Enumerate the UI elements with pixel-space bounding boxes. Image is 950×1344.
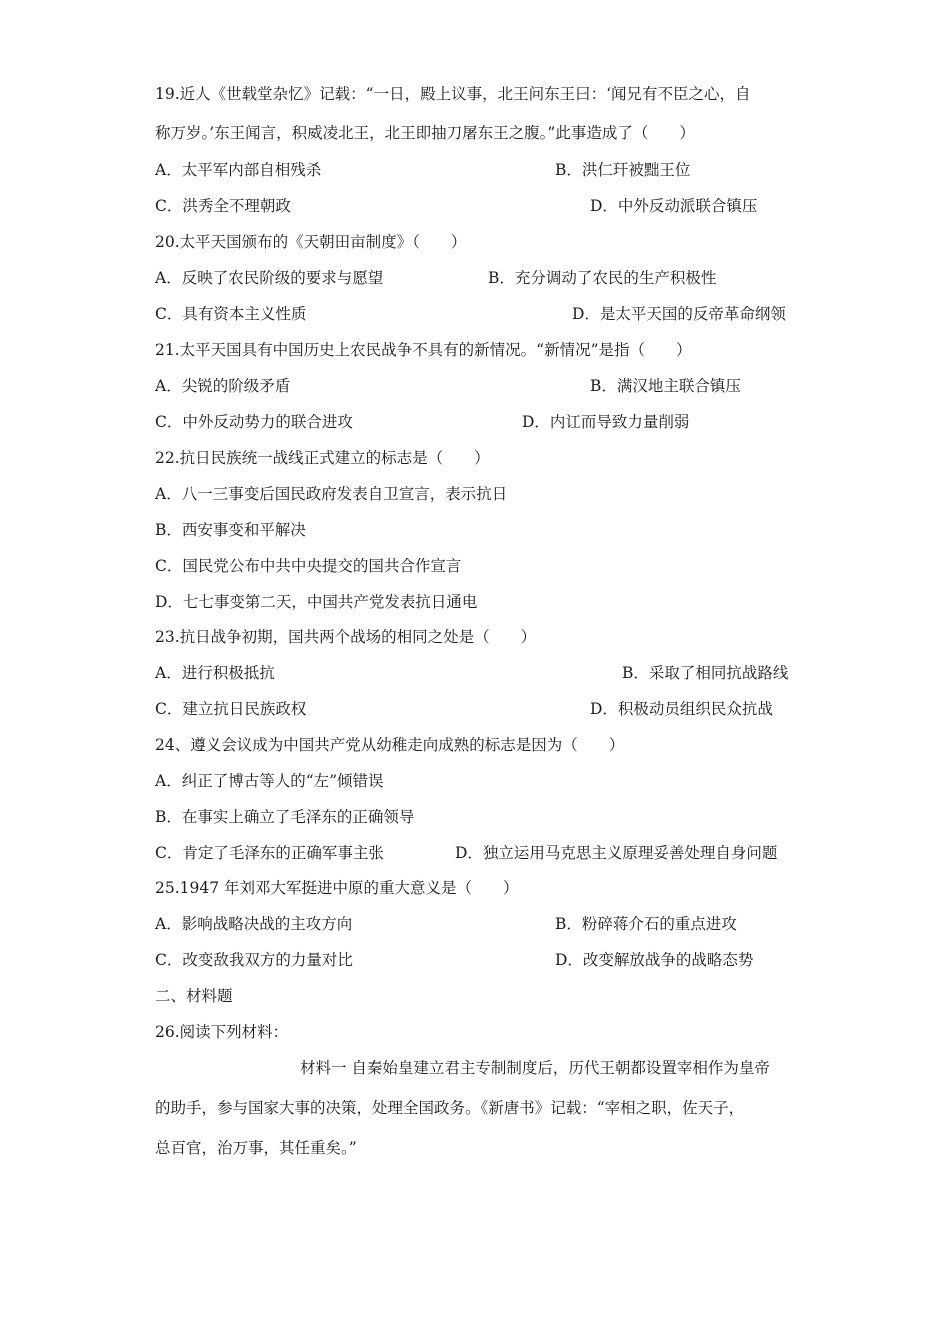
question-24-stem: 24、遵义会议成为中国共产党从幼稚走向成熟的标志是因为（ ）	[155, 736, 625, 754]
question-21-option-c: C．中外反动势力的联合进攻	[155, 413, 353, 431]
question-24-option-c: C．肯定了毛泽东的正确军事主张	[155, 844, 384, 862]
question-26-stem: 26.阅读下列材料：	[155, 1023, 289, 1041]
question-21-option-d: D．内讧而导致力量削弱	[522, 413, 690, 431]
question-23-option-c: C．建立抗日民族政权	[155, 700, 307, 718]
question-24-option-d: D．独立运用马克思主义原理妥善处理自身问题	[455, 844, 778, 862]
question-25-stem: 25.1947 年刘邓大军挺进中原的重大意义是（ ）	[155, 879, 519, 897]
section-title-materials: 二、材料题	[155, 987, 233, 1005]
question-20-option-b: B．充分调动了农民的生产积极性	[488, 269, 717, 287]
question-25-option-c: C．改变敌我双方的力量对比	[155, 951, 353, 969]
question-22-option-b: B．西安事变和平解决	[155, 521, 306, 539]
question-19-option-d: D．中外反动派联合镇压	[590, 197, 758, 215]
question-19-option-b: B．洪仁玕被黜王位	[555, 161, 691, 179]
question-20-option-c: C．具有资本主义性质	[155, 305, 307, 323]
question-19-stem-line-1: 19.近人《世载堂杂忆》记载：“一日，殿上议事，北王问东王曰：‘闻兄有不臣之心，自	[155, 85, 751, 103]
question-19-option-c: C．洪秀全不理朝政	[155, 197, 291, 215]
question-21-stem: 21.太平天国具有中国历史上农民战争不具有的新情况。“新情况”是指（ ）	[155, 341, 692, 359]
question-25-option-b: B．粉碎蒋介石的重点进攻	[555, 915, 737, 933]
question-23-option-a: A．进行积极抵抗	[155, 664, 275, 682]
question-22-option-d: D．七七事变第二天，中国共产党发表抗日通电	[155, 593, 478, 611]
material-line-1: 材料一 自秦始皇建立君主专制制度后，历代王朝都设置宰相作为皇帝	[300, 1059, 770, 1077]
question-20-stem: 20.太平天国颁布的《天朝田亩制度》（ ）	[155, 233, 467, 251]
question-22-option-a: A．八一三事变后国民政府发表自卫宣言，表示抗日	[155, 485, 508, 503]
question-22-option-c: C．国民党公布中共中央提交的国共合作宣言	[155, 557, 462, 575]
material-line-3: 总百官，治万事，其任重矣。”	[155, 1139, 357, 1157]
question-21-option-a: A．尖锐的阶级矛盾	[155, 377, 291, 395]
question-19-option-a: A．太平军内部自相残杀	[155, 161, 322, 179]
question-20-option-a: A．反映了农民阶级的要求与愿望	[155, 269, 384, 287]
question-25-option-a: A．影响战略决战的主攻方向	[155, 915, 353, 933]
question-24-option-b: B．在事实上确立了毛泽东的正确领导	[155, 808, 415, 826]
question-23-option-b: B．采取了相同抗战路线	[622, 664, 789, 682]
question-19-stem-line-2: 称万岁。’东王闻言，积威凌北王，北王即抽刀屠东王之腹。”此事造成了（ ）	[155, 124, 695, 142]
question-23-option-d: D．积极动员组织民众抗战	[590, 700, 773, 718]
question-23-stem: 23.抗日战争初期，国共两个战场的相同之处是（ ）	[155, 628, 537, 646]
question-21-option-b: B．满汉地主联合镇压	[590, 377, 741, 395]
question-22-stem: 22.抗日民族统一战线正式建立的标志是（ ）	[155, 449, 490, 467]
question-20-option-d: D．是太平天国的反帝革命纲领	[572, 305, 786, 323]
question-24-option-a: A．纠正了博古等人的“左”倾错误	[155, 772, 384, 790]
question-25-option-d: D．改变解放战争的战略态势	[555, 951, 754, 969]
material-line-2: 的助手，参与国家大事的决策，处理全国政务。《新唐书》记载：“宰相之职，佐天子，	[155, 1099, 745, 1117]
